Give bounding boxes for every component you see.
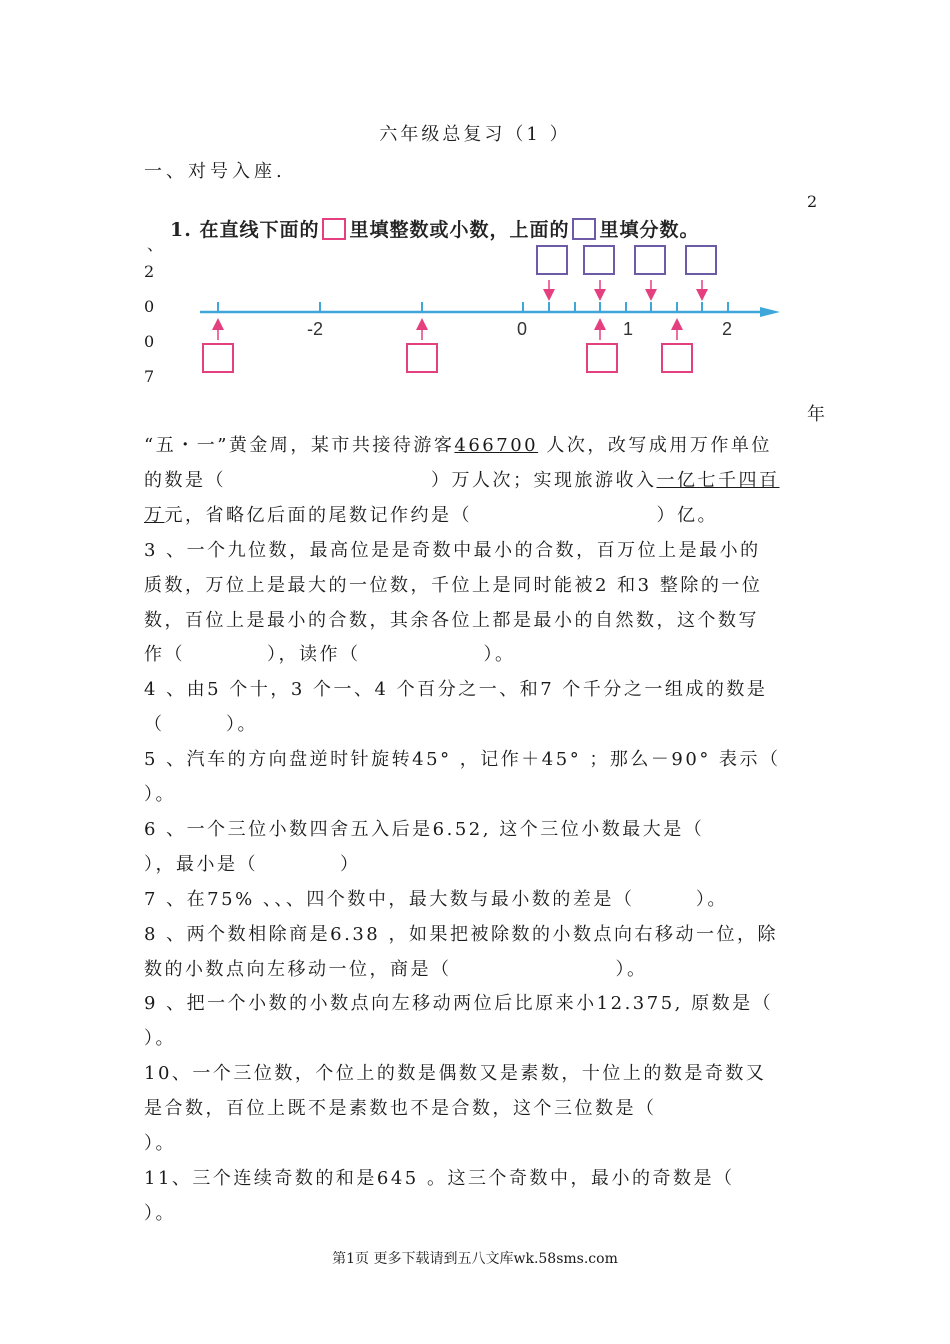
text-line xyxy=(144,1167,734,1191)
text-line xyxy=(144,958,648,982)
text-line xyxy=(144,923,778,947)
answer-box-top xyxy=(537,246,567,274)
line-text: 4 、由5 个十，3 个一、4 个百分之一、和7 个千分之一组成的数是 xyxy=(144,679,768,701)
answer-box-bottom xyxy=(587,344,617,372)
line-text: ）。 xyxy=(144,1028,176,1050)
text-line xyxy=(144,643,516,667)
text-line xyxy=(144,748,781,772)
line-text: 的数是（ ）万人次；实现旅游收入 xyxy=(144,469,657,491)
axis-arrow-icon xyxy=(760,307,780,317)
line-text: 10、一个三位数，个位上的数是偶数又是素数，十位上的数是奇数又 xyxy=(144,1063,767,1085)
line-text: 元，省略亿后面的尾数记作约是（ ）亿。 xyxy=(164,504,718,526)
text-line xyxy=(144,434,772,458)
text-line xyxy=(144,992,773,1016)
answer-box-top xyxy=(584,246,614,274)
tick-label: 0 xyxy=(517,319,528,339)
answer-box-bottom xyxy=(407,344,437,372)
line-text: 作（ ），读作（ ）。 xyxy=(144,644,516,666)
line-text: 数，百位上是最小的合数，其余各位上都是最小的自然数，这个数写 xyxy=(144,609,759,631)
side-digit: 7 xyxy=(144,367,155,386)
page-title: 六年级总复习（1 ） xyxy=(379,124,571,145)
side-digit: 0 xyxy=(144,297,155,316)
text-line xyxy=(144,1062,766,1086)
line-text: 质数，万位上是最大的一位数，千位上是同时能被2 和3 整除的一位 xyxy=(144,574,763,596)
text-line xyxy=(144,713,258,737)
line-text: 6 、一个三位小数四舍五入后是6.52, 这个三位小数最大是（ xyxy=(144,818,705,840)
q1-part1: 1. 在直线下面的 xyxy=(170,219,320,241)
number-line xyxy=(195,240,790,380)
underlined-text: 万 xyxy=(144,504,165,526)
pink-box-icon xyxy=(322,218,346,240)
line-text: ），最小是（ ） xyxy=(144,853,361,875)
tick-label: 2 xyxy=(722,319,733,339)
side-digit: 2 xyxy=(144,262,155,281)
right-digit: 2 xyxy=(807,192,818,211)
q1-part3: 里填分数。 xyxy=(599,219,700,241)
answer-box-top xyxy=(635,246,665,274)
page-footer: 第1页 更多下载请到五八文库wk.58sms.com xyxy=(332,1251,618,1267)
text-line xyxy=(144,1097,657,1121)
text-line xyxy=(144,1202,176,1226)
section-heading: 一、对号入座. xyxy=(144,161,286,182)
answer-box-bottom xyxy=(662,344,692,372)
side-digit: 0 xyxy=(144,332,155,351)
text-line xyxy=(144,853,361,877)
text-line xyxy=(144,504,718,528)
line-text: ）。 xyxy=(144,1133,176,1154)
tick-label: 1 xyxy=(623,319,634,339)
line-text: 是合数，百位上既不是素数也不是合数，这个三位数是（ xyxy=(144,1098,657,1120)
q1-part2: 里填整数或小数，上面的 xyxy=(349,219,570,241)
text-line xyxy=(144,783,176,807)
text-line xyxy=(144,1027,176,1051)
left-marker: 、 xyxy=(147,235,164,254)
tick-label: -2 xyxy=(307,319,324,339)
underlined-text: 一亿七千四百 xyxy=(656,469,780,491)
line-text: ）。 xyxy=(144,784,176,805)
answer-box-top xyxy=(686,246,716,274)
line-text: 5 、汽车的方向盘逆时针旋转45° ，记作＋45° ；那么－90° 表示（ xyxy=(144,749,781,771)
text-line xyxy=(144,539,761,563)
line-text: 8 、两个数相除商是6.38 ，如果把被除数的小数点向右移动一位，除 xyxy=(144,923,778,945)
text-line xyxy=(144,888,728,912)
answer-box-bottom xyxy=(203,344,233,372)
line-text: 11、三个连续奇数的和是645 。这三个奇数中，最小的奇数是（ xyxy=(144,1167,735,1189)
line-text: “五・一”黄金周，某市共接待游客 xyxy=(144,435,455,456)
line-text: 9 、把一个小数的小数点向左移动两位后比原来小12.375, 原数是（ xyxy=(144,993,774,1015)
text-line xyxy=(144,1132,176,1156)
line-text: 人次，改写成用万作单位 xyxy=(538,435,772,456)
line-text: 7 、在75% 、、、四个数中，最大数与最小数的差是（ ）。 xyxy=(144,888,728,910)
underlined-text: 466700 xyxy=(454,435,539,456)
text-line xyxy=(144,818,704,842)
text-line xyxy=(144,678,767,702)
purple-box-icon xyxy=(572,218,596,240)
text-line xyxy=(144,574,762,598)
text-line xyxy=(144,609,759,633)
question-1-instruction xyxy=(170,215,699,242)
line-text: 3 、一个九位数，最高位是是奇数中最小的合数，百万位上是最小的 xyxy=(144,539,761,561)
text-line xyxy=(144,469,780,493)
line-text: （ ）。 xyxy=(144,714,258,736)
line-text: ）。 xyxy=(144,1202,176,1224)
line-text: 数的小数点向左移动一位，商是（ ）。 xyxy=(144,958,648,980)
right-char: 年 xyxy=(807,404,825,425)
